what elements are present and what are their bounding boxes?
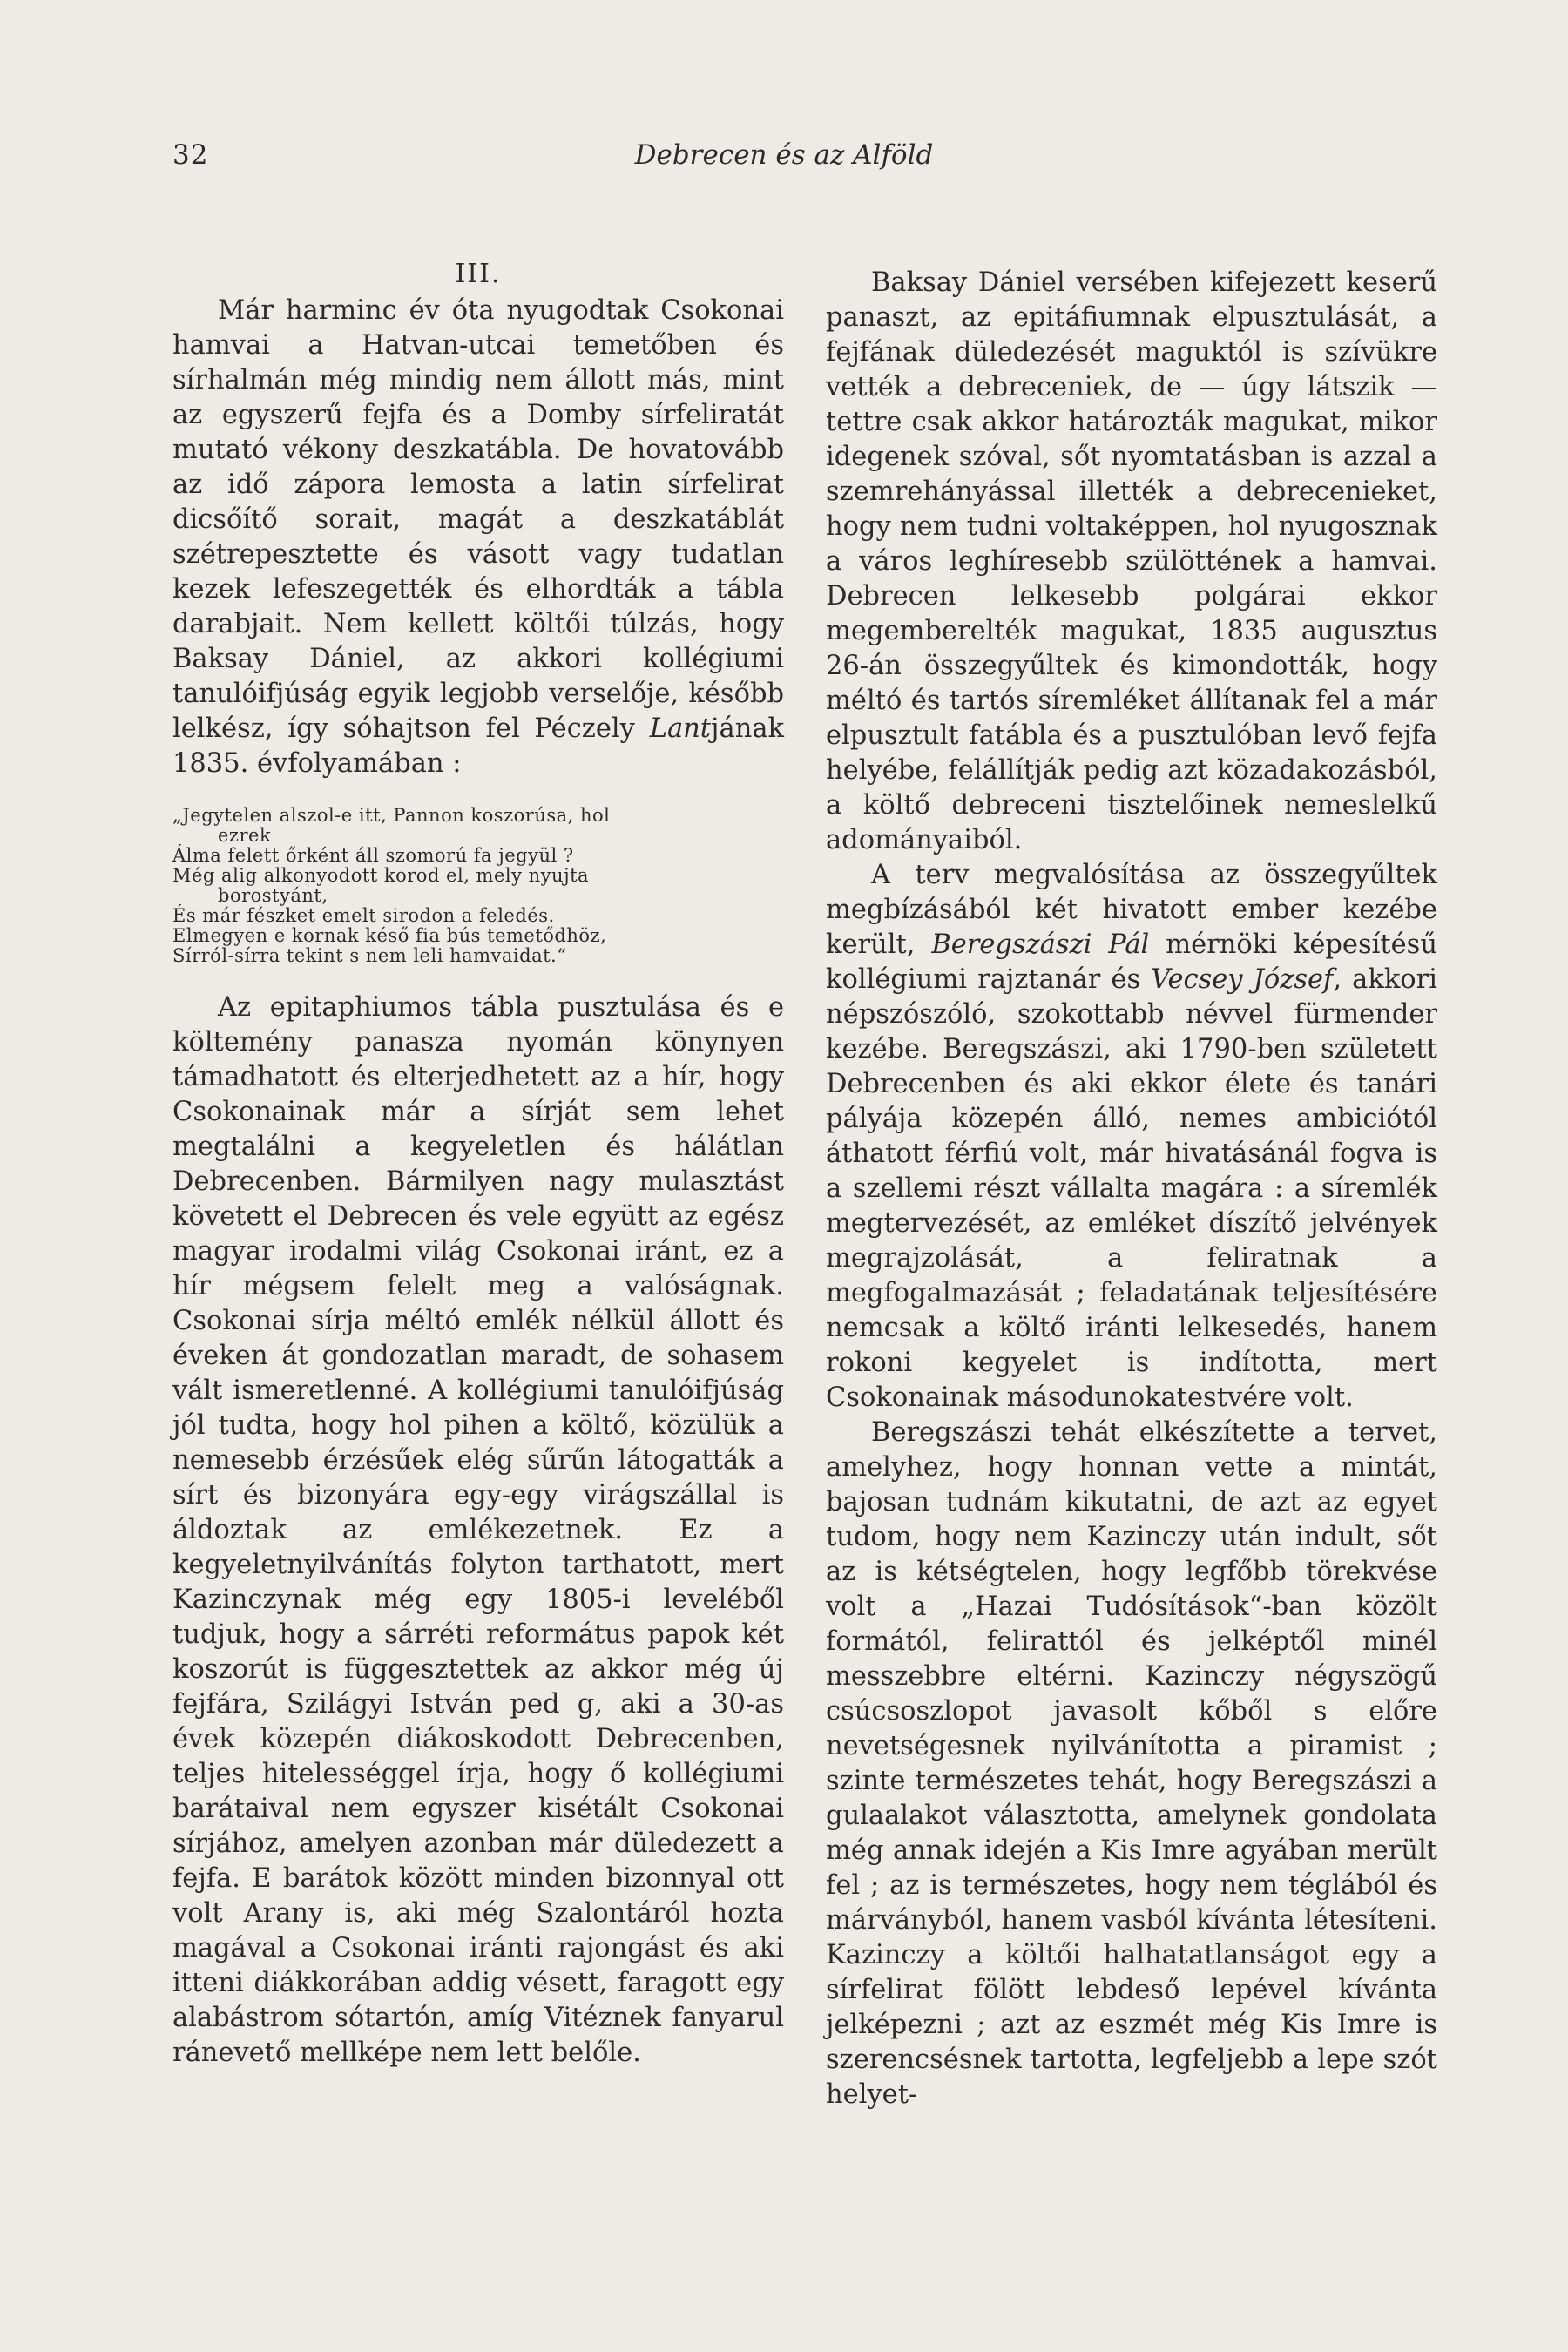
- poem: [172, 806, 784, 966]
- right-column: [826, 257, 1437, 2112]
- paragraph: Baksay Dániel versében kifejezett keserű panaszt, az epitáfiumnak elpusztulását, a fejfának düledezését maguktól is szívükre vették a debreceniek, de — úgy látszik — tettre csak akkor határozták magukat, mikor idegenek szóval, sőt nyomtatásban is azzal a szemrehányással illették a debrecenieket, hogy nem tudni voltaképpen, hol nyugosznak a város leghíresebb szülöttének a hamvai. Debrecen lelkesebb polgárai ekkor megemberelték magukat, 1835 augusztus 26-án összegyűltek és kimondották, hogy méltó és tartós síremléket állítanak fel a már elpusztult fatábla és a pusztulóban levő fejfa helyébe, felállítják pedig azt közadakozásból, a költő debreceni tisztelőinek nemeslelkű adományaiból.: [826, 267, 1437, 855]
- paragraph: Az epitaphiumos tábla pusztulása és e költemény panasza nyomán könynyen támadhatott és elterjedhetett az a hír, hogy Csokonainak már a sírját sem lehet megtalálni a kegyeletlen és hálátlan Debrecenben. Bármilyen nagy mulasztást követett el Debrecen és vele együtt az egész magyar irodalmi világ Csokonai iránt, ez a hír mégsem felelt meg a valóságnak. Csokonai sírja méltó emlék nélkül állott és éveken át gondozatlan maradt, de sohasem vált ismeretlenné. A kollégiumi tanulóifjúság jól tudta, hogy hol pihen a költő, közülük a nemesebb érzésűek elég sűrűn látogatták a sírt és bizonyára egy-egy virágszállal is áldoztak az emlékezetnek. Ez a kegyeletnyilvánítás folyton tarthatott, mert Kazinczynak még egy 1805-i leveléből tudjuk, hogy a sárréti református papok két koszorút is függesztettek az akkor még új fejfára, Szilágyi István ped g, aki a 30-as évek közepén diákoskodott Debrecenben, teljes hitelességgel írja, hogy ő kollégiumi barátaival nem egyszer kisétált Csokonai sírjához, amelyen azonban már düledezett a fejfa. E barátok között minden bizonnyal ott volt Arany is, aki még Szalontáról hozta magával a Csokonai iránti rajongást és aki itteni diákkorában addig vésett, faragott egy alabástrom sótartón, amíg Vitéznek fanyarul ránevető mellképe nem lett belőle.: [172, 992, 784, 2068]
- poem-line: Sírról-sírra tekint s nem leli hamvaidat.“: [172, 945, 567, 966]
- left-column: [172, 257, 784, 2071]
- person-name: Beregszászi Pál: [931, 929, 1150, 960]
- page-number: 32: [172, 139, 209, 171]
- poem-line: Álma felett őrként áll szomorú fa jegyül ?: [172, 845, 574, 866]
- poem-line: ezrek: [218, 825, 272, 846]
- paragraph: Beregszászi tehát elkészítette a tervet, amelyhez, hogy honnan vette a mintát, bajosan tudnám kikutatni, de azt az egyet tudom, hogy nem Kazinczy után indult, sőt az is kétségtelen, hogy legfőbb törekvése volt a „Hazai Tudósítások“-ban közölt formától, felirattól és jelképtől minél messzebbre eltérni. Kazinczy négyszögű csúcsoszlopot javasolt kőből s előre nevetségesnek nyilvánította a piramist ; szinte természetes tehát, hogy Beregszászi a gulaalakot választotta, amelynek gondolata még annak idején a Kis Imre agyában merült fel ; az is természetes, hogy nem téglából és márványból, hanem vasból kívánta létesíteni. Kazinczy a költői halhatatlanságot egy a sírfelirat fölött lebdeső lepével kívánta jelképezni ; azt az eszmét még Kis Imre is szerencsésnek tartotta, legfeljebb a lepe szót helyet-: [826, 1417, 1437, 2110]
- poem-line: borostyánt,: [218, 885, 328, 906]
- person-name: Vecsey József: [1151, 964, 1334, 995]
- poem-line: „Jegytelen alszol-e itt, Pannon koszorúsa, hol: [172, 805, 611, 826]
- poem-line: És már fészket emelt sirodon a feledés.: [172, 905, 555, 926]
- section-number: III.: [455, 259, 502, 289]
- running-title: Debrecen és az Alföld: [634, 139, 934, 171]
- poem-line: Még alig alkonyodott korod el, mely nyujta: [172, 865, 590, 886]
- poem-line: Elmegyen e kornak késő fia bús temetődhöz,: [172, 925, 607, 946]
- paragraph: Már harminc év óta nyugodtak Csokonai hamvai a Hatvan-utcai temetőben és sírhalmán még mindig nem állott más, mint az egyszerű fejfa és a Domby sírfeliratát mutató vékony deszkatábla. De hovatovább az idő zápora lemosta a latin sírfelirat dicsőítő sorait, magát a deszkatáblát szétrepesztette és vásott vagy tudatlan kezek lefeszegették és elhordták a tábla darabjait. Nem kellett költői túlzás, hogy Baksay Dániel, az akkori kollégiumi tanulóifjúság egyik legjobb verselője, később lelkész, így sóhajtson fel Péczely Lantjának 1835. évfolyamában :: [172, 295, 784, 779]
- paragraph: A terv megvalósítása az összegyűltek megbízásából két hivatott ember kezébe került, Beregszászi Pál mérnöki képesítésű kollégiumi rajztanár és Vecsey József, akkori népszószóló, szokottabb névvel fürmender kezébe. Beregszászi, aki 1790-ben született Debrecenben és aki ekkor élete és tanári pályája közepén álló, nemes ambiciótól áthatott férfiú volt, már hivatásánál fogva is a szellemi részt vállalta magára : a síremlék megtervezését, az emléket díszítő jelvények megrajzolását, a feliratnak a megfogalmazását ; feladatának teljesítésére nemcsak a költő iránti lelkesedés, hanem rokoni kegyelet is indította, mert Csokonainak másodunokatestvére volt.: [826, 860, 1437, 1413]
- journal-title: Lant: [649, 713, 712, 744]
